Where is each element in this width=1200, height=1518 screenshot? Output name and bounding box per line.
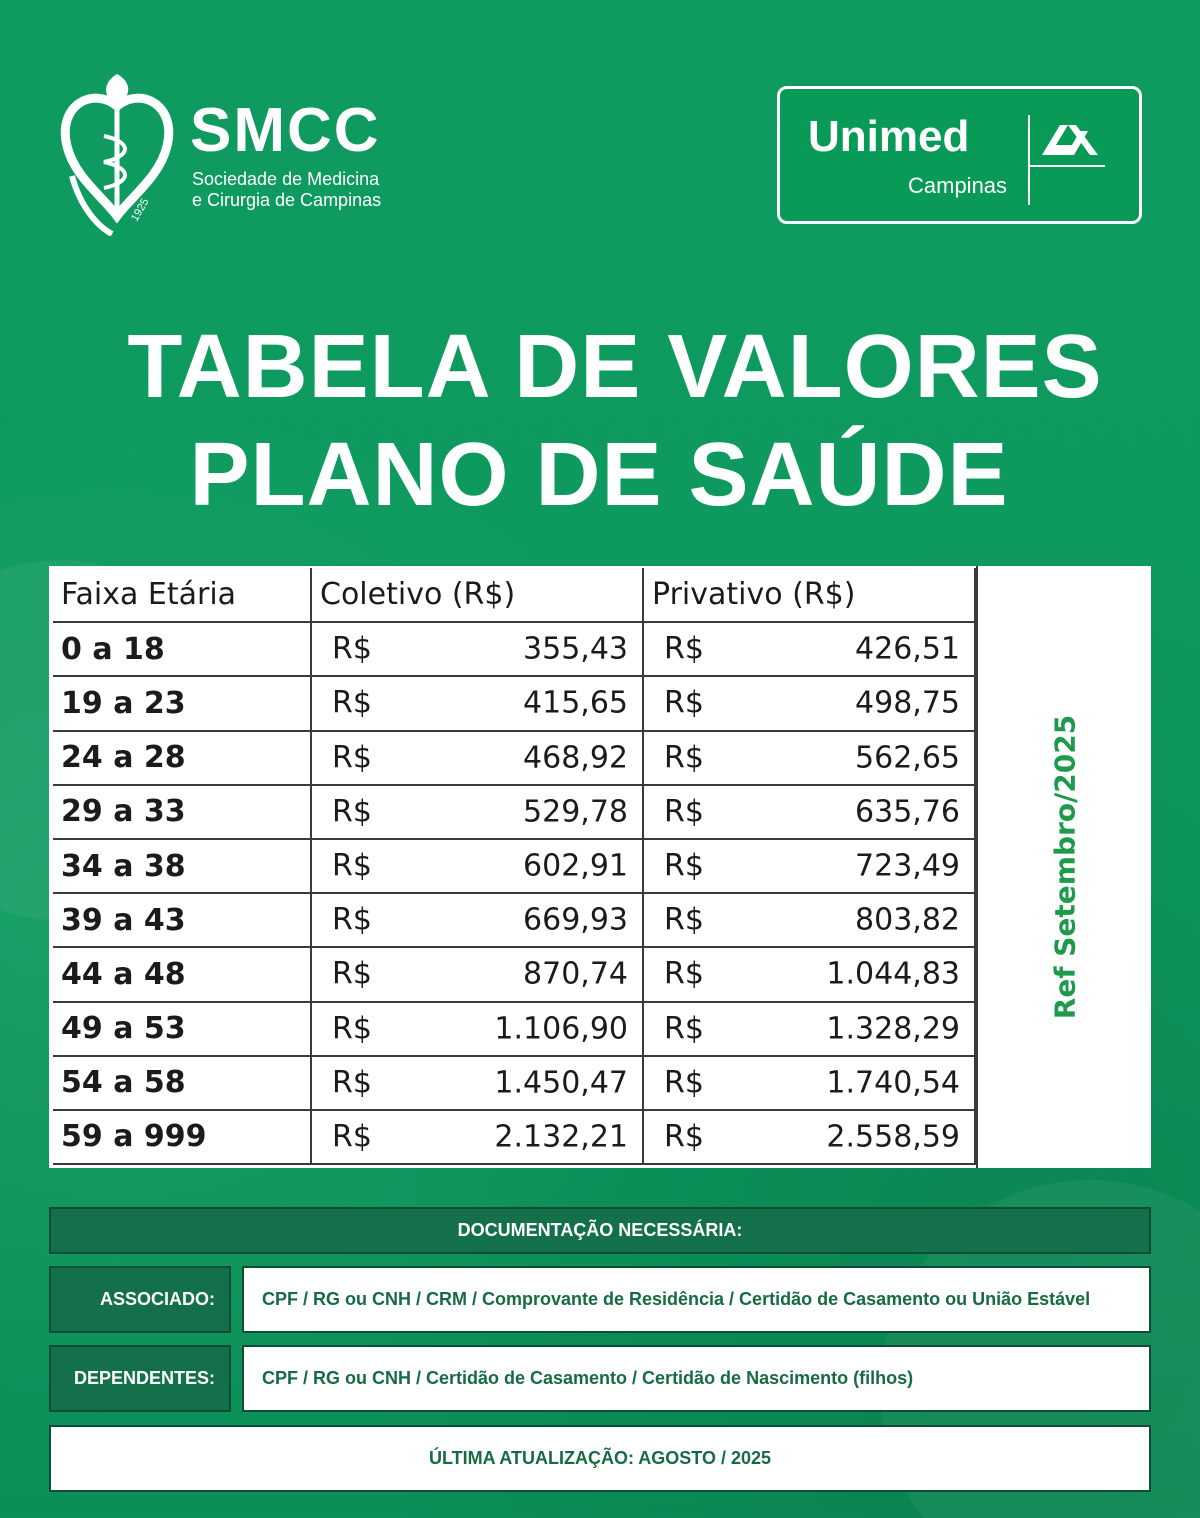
smcc-subtitle-line1: Sociedade de Medicina: [192, 169, 380, 189]
header-faixa-etaria: Faixa Etária: [53, 568, 311, 622]
unimed-logo: [777, 86, 1142, 224]
reference-column: [976, 566, 1151, 1168]
currency-symbol: R$: [664, 685, 704, 721]
currency-symbol: R$: [332, 685, 372, 721]
currency-symbol: R$: [664, 956, 704, 992]
currency-symbol: R$: [664, 1065, 704, 1101]
table-row: [53, 1002, 975, 1056]
coletivo-cell: [311, 947, 643, 1001]
table-header-row: [53, 568, 975, 622]
dependentes-label: DEPENDENTES:: [49, 1345, 231, 1412]
privativo-cell: [643, 731, 975, 785]
last-update-note: ÚLTIMA ATUALIZAÇÃO: AGOSTO / 2025: [49, 1425, 1151, 1492]
header-coletivo: Coletivo (R$): [311, 568, 643, 622]
table-row: [53, 893, 975, 947]
privativo-value: 1.044,83: [826, 956, 960, 992]
privativo-value: 1.740,54: [826, 1065, 960, 1101]
currency-symbol: R$: [664, 1119, 704, 1155]
coletivo-value: 870,74: [523, 956, 628, 992]
currency-symbol: R$: [664, 740, 704, 776]
age-range: 44 a 48: [53, 947, 311, 1001]
age-range: 54 a 58: [53, 1056, 311, 1110]
privativo-value: 498,75: [855, 685, 960, 721]
currency-symbol: R$: [332, 740, 372, 776]
coletivo-cell: [311, 1056, 643, 1110]
associado-documents: CPF / RG ou CNH / CRM / Comprovante de Residência / Certidão de Casamento ou União Estável: [242, 1266, 1151, 1333]
coletivo-cell: [311, 893, 643, 947]
currency-symbol: R$: [332, 631, 372, 667]
coletivo-value: 1.106,90: [494, 1011, 628, 1047]
unimed-divider: [1028, 115, 1030, 205]
currency-symbol: R$: [332, 1011, 372, 1047]
privativo-value: 803,82: [855, 902, 960, 938]
currency-symbol: R$: [664, 794, 704, 830]
table-row: [53, 676, 975, 730]
age-range: 0 a 18: [53, 622, 311, 676]
age-range: 19 a 23: [53, 676, 311, 730]
coletivo-value: 415,65: [523, 685, 628, 721]
coletivo-cell: [311, 731, 643, 785]
currency-symbol: R$: [332, 1065, 372, 1101]
unimed-city: Campinas: [908, 173, 1008, 198]
privativo-value: 1.328,29: [826, 1011, 960, 1047]
smcc-subtitle-line2: e Cirurgia de Campinas: [192, 190, 382, 210]
unimed-name: Unimed: [808, 112, 970, 161]
currency-symbol: R$: [332, 1119, 372, 1155]
privativo-cell: [643, 1002, 975, 1056]
currency-symbol: R$: [664, 1011, 704, 1047]
table-row: [53, 622, 975, 676]
currency-symbol: R$: [332, 956, 372, 992]
associado-label: ASSOCIADO:: [49, 1266, 231, 1333]
age-range: 59 a 999: [53, 1110, 311, 1164]
privativo-value: 2.558,59: [826, 1119, 960, 1155]
privativo-value: 426,51: [855, 631, 960, 667]
price-table-panel: [49, 566, 1151, 1168]
coletivo-cell: [311, 676, 643, 730]
privativo-value: 723,49: [855, 848, 960, 884]
age-range: 49 a 53: [53, 1002, 311, 1056]
table-row: [53, 1056, 975, 1110]
smcc-logo: [52, 66, 432, 236]
coletivo-cell: [311, 839, 643, 893]
privativo-cell: [643, 622, 975, 676]
table-row: [53, 947, 975, 1001]
smcc-emblem-icon: [52, 66, 182, 236]
coletivo-cell: [311, 622, 643, 676]
currency-symbol: R$: [332, 794, 372, 830]
dependentes-documents: CPF / RG ou CNH / Certidão de Casamento / Certidão de Nascimento (filhos): [242, 1345, 1151, 1412]
age-range: 24 a 28: [53, 731, 311, 785]
price-table: [53, 568, 976, 1165]
coletivo-value: 602,91: [523, 848, 628, 884]
age-range: 34 a 38: [53, 839, 311, 893]
documentation-header: DOCUMENTAÇÃO NECESSÁRIA:: [49, 1207, 1151, 1254]
coletivo-cell: [311, 1110, 643, 1164]
page-title-line1: TABELA DE VALORES: [127, 317, 1103, 417]
age-range: 39 a 43: [53, 893, 311, 947]
unimed-divider: [1030, 165, 1105, 167]
privativo-cell: [643, 947, 975, 1001]
privativo-cell: [643, 1110, 975, 1164]
coletivo-value: 1.450,47: [494, 1065, 628, 1101]
privativo-cell: [643, 839, 975, 893]
smcc-year: 1925: [128, 196, 152, 224]
coletivo-value: 355,43: [523, 631, 628, 667]
table-row: [53, 839, 975, 893]
privativo-value: 562,65: [855, 740, 960, 776]
currency-symbol: R$: [332, 902, 372, 938]
currency-symbol: R$: [664, 848, 704, 884]
page-title-line2: PLANO DE SAÚDE: [189, 425, 1009, 525]
currency-symbol: R$: [664, 902, 704, 938]
coletivo-value: 669,93: [523, 902, 628, 938]
privativo-cell: [643, 1056, 975, 1110]
coletivo-value: 2.132,21: [494, 1119, 628, 1155]
currency-symbol: R$: [664, 631, 704, 667]
coletivo-value: 468,92: [523, 740, 628, 776]
header-privativo: Privativo (R$): [643, 568, 975, 622]
table-row: [53, 785, 975, 839]
age-range: 29 a 33: [53, 785, 311, 839]
coletivo-cell: [311, 785, 643, 839]
coletivo-value: 529,78: [523, 794, 628, 830]
privativo-cell: [643, 893, 975, 947]
smcc-name: SMCC: [190, 96, 381, 165]
privativo-cell: [643, 676, 975, 730]
table-row: [53, 1110, 975, 1164]
coletivo-cell: [311, 1002, 643, 1056]
unimed-symbol-icon: [1038, 119, 1102, 159]
reference-date-note: Ref Setembro/2025: [1048, 714, 1081, 1020]
privativo-value: 635,76: [855, 794, 960, 830]
table-row: [53, 731, 975, 785]
currency-symbol: R$: [332, 848, 372, 884]
privativo-cell: [643, 785, 975, 839]
